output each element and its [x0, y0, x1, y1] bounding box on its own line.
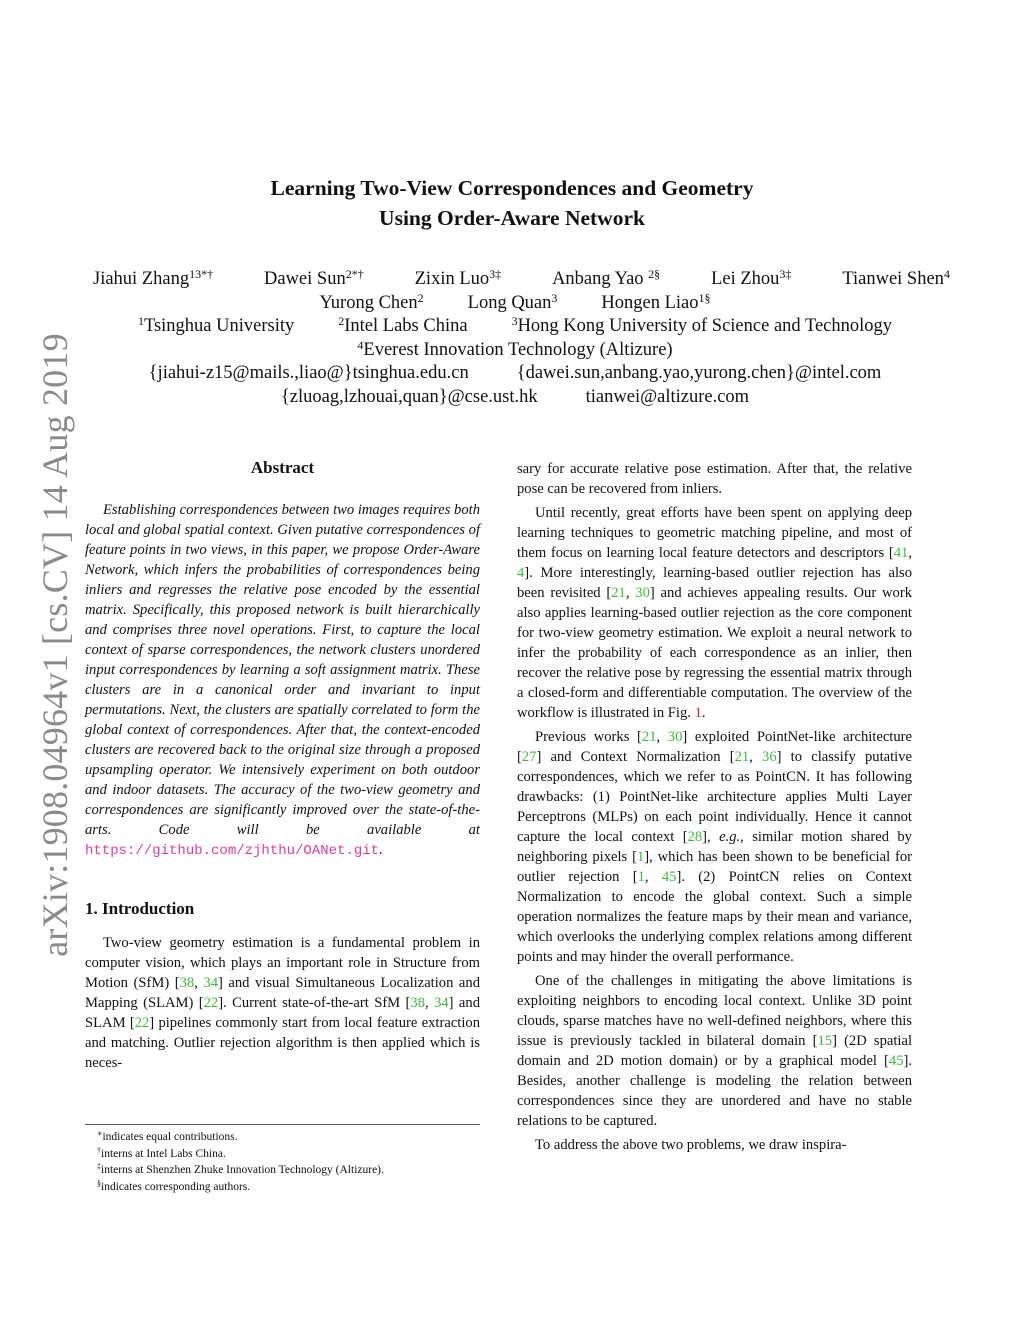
citation-link[interactable]: 38 [179, 975, 195, 991]
intro-paragraph-1: Two-view geometry estimation is a fundamental problem in computer vision, which plays an important role in Structure from Motion (SfM) [38, 34] and visual Simultaneous Localization and Mapping (SLAM) [22]. Current state-of-the-art SfM [38, 34] and SLAM [22] pipelines commonly start from local feature extraction and matching. Outlier rejection algorithm is then applied which is neces- [85, 935, 480, 1071]
citation-link[interactable]: 45 [888, 1053, 904, 1069]
footnote: ∗indicates equal contributions. [97, 1129, 238, 1143]
author-row-1 [60, 268, 970, 292]
citation-link[interactable]: 45 [661, 869, 677, 885]
author: Jiahui Zhang$^{13*\dagger}$ [93, 267, 214, 289]
abstract-text: Establishing correspondences between two images requires both local and global spatial context. Given putative correspondences of feature points in two views, in this paper, we propose Order-Aware Network, which infers the probabilities of correspondences being inliers and regresses the relative pose encoded by the essential matrix. Specifically, this proposed network is built hierarchically and comprises three novel operations. First, to capture the local context of sparse correspondences, the network clusters unordered input correspondences by learning a soft assignment matrix. These clusters are in a canonical order and invariant to input permutations. Next, the clusters are spatially correlated to form the global context of correspondences. After that, the context-encoded clusters are recovered back to the original size through a proposed upsampling operator. We intensively experiment on both outdoor and indoor datasets. The accuracy of the two-view geometry and correspondences are significantly improved over the state-of-the-arts. Code will be available at https://github.com/zjhthu/OANet.git. [85, 502, 480, 859]
arxiv-identifier-stamp: arXiv:1908.04964v1 [cs.CV] 14 Aug 2019 [35, 333, 75, 957]
abstract-heading: Abstract [250, 458, 315, 477]
email: {zluoag,lzhouai,quan}@cse.ust.hk [280, 386, 538, 407]
footnote: †interns at Intel Labs China. [97, 1145, 226, 1160]
affiliation-row-1 [60, 315, 970, 339]
author-row-2 [60, 292, 970, 316]
citation-link[interactable]: 38 [410, 995, 426, 1011]
affiliation: $^4$Everest Innovation Technology (Altizure) [357, 337, 673, 360]
email: {dawei.sun,anbang.yao,yurong.chen}@intel.com [516, 363, 882, 383]
right-paragraph-3: One of the challenges in mitigating the above limitations is exploiting neighbors to encoding local context. Unlike 3D point clouds, sparse matches have no well-defined neighbors, where this issue is previously tackled in bilateral domain [15] (2D spatial domain and 2D motion domain) or by a graphical model [45]. Besides, another challenge is modeling the relation between correspondences since they are unordered and have no stable relations to be captured. [517, 973, 912, 1129]
citation-link[interactable]: 34 [203, 975, 218, 991]
citation-link[interactable]: 1 [637, 869, 645, 885]
left-column [85, 456, 480, 1077]
author: Zixin Luo$^{3\ddagger}$ [414, 267, 502, 289]
right-column [517, 459, 912, 1159]
citation-link[interactable]: 34 [434, 995, 449, 1011]
affiliation: $^2$Intel Labs China [338, 314, 468, 336]
author: Long Quan$^3$ [467, 290, 558, 313]
author-block [60, 268, 970, 409]
citation-link[interactable]: 22 [134, 1015, 150, 1031]
right-paragraph-2: Previous works [21, 30] exploited PointNet-like architecture [27] and Context Normalization [21, 36] to classify putative correspondences, which we refer to as PointCN. It has following drawbacks: (1) PointNet-like architecture applies Multi Layer Perceptrons (MLPs) on each point individually. Hence it cannot capture the local context [28], e.g., similar motion shared by neighboring pixels [1], which has been shown to be beneficial for outlier rejection [1, 45]. (2) PointCN relies on Context Normalization to encode the global context. Such a simple operation normalizes the feature maps by their mean and variance, which overlooks the underlying complex relations among different points and may hinder the overall performance. [517, 729, 913, 965]
title-line-1: Learning Two-View Correspondences and Geometry [270, 176, 754, 200]
author: Tianwei Shen$^4$ [842, 267, 950, 289]
citation-link[interactable]: 36 [762, 749, 777, 765]
author: Anbang Yao $^{2\S}$ [552, 267, 661, 289]
author: Lei Zhou$^{3\ddagger}$ [711, 267, 792, 289]
email: tianwei@altizure.com [585, 386, 750, 407]
author: Dawei Sun$^{2*\dagger}$ [264, 267, 364, 289]
citation-link[interactable]: 41 [893, 545, 909, 561]
citation-link[interactable]: 28 [687, 829, 703, 845]
citation-link[interactable]: 30 [635, 585, 650, 601]
author: Yurong Chen$^2$ [319, 290, 424, 313]
figure-link[interactable]: 1 [694, 705, 702, 721]
footnote: ‡interns at Shenzhen Zhuke Innovation Technology (Altizure). [97, 1162, 384, 1176]
footnote: §indicates corresponding authors. [97, 1178, 251, 1193]
citation-link[interactable]: 22 [203, 995, 219, 1011]
affiliation: $^1$Tsinghua University [137, 314, 295, 336]
code-link[interactable]: https://github.com/zjhthu/OANet.git [85, 843, 380, 859]
affiliation-row-2 [60, 339, 970, 363]
right-paragraph-4: To address the above two problems, we draw inspira- [535, 1137, 847, 1153]
citation-link[interactable]: 4 [517, 565, 525, 581]
citation-link[interactable]: 21 [734, 749, 750, 765]
citation-link[interactable]: 30 [667, 729, 683, 745]
citation-link[interactable]: 21 [641, 729, 657, 745]
citation-link[interactable]: 1 [636, 849, 645, 865]
right-paragraph-1: Until recently, great efforts have been spent on applying deep learning techniques to geometric matching pipeline, and most of them focus on learning local feature detectors and descriptors [41, 4]. More interestingly, learning-based outlier rejection has also been revisited [21, 30] and achieves appealing results. Our work also applies learning-based outlier rejection as the core component for two-view geometry estimation. We exploit a neural network to infer the probability of each correspondence as an inlier, then recover the relative pose by regressing the essential matrix through a closed-form and differentiable computation. The overview of the workflow is illustrated in Fig. 1. [517, 505, 912, 721]
introduction-heading: 1. Introduction [85, 899, 195, 918]
citation-link[interactable]: 21 [611, 585, 626, 601]
citation-link[interactable]: 15 [817, 1033, 833, 1049]
email-row-2 [60, 386, 970, 410]
citation-link[interactable]: 27 [521, 749, 537, 765]
paper-title [0, 173, 1024, 233]
title-line-2: Using Order-Aware Network [379, 206, 645, 230]
right-paragraph-0: sary for accurate relative pose estimation. After that, the relative pose can be recovered from inliers. [517, 461, 912, 497]
affiliation: $^3$Hong Kong University of Science and Technology [511, 314, 893, 336]
author: Hongen Liao$^{1\S}$ [601, 290, 711, 313]
footnotes [85, 1124, 480, 1195]
email-row-1 [60, 362, 970, 386]
email: {jiahui-z15@mails.,liao@}tsinghua.edu.cn [148, 363, 469, 383]
